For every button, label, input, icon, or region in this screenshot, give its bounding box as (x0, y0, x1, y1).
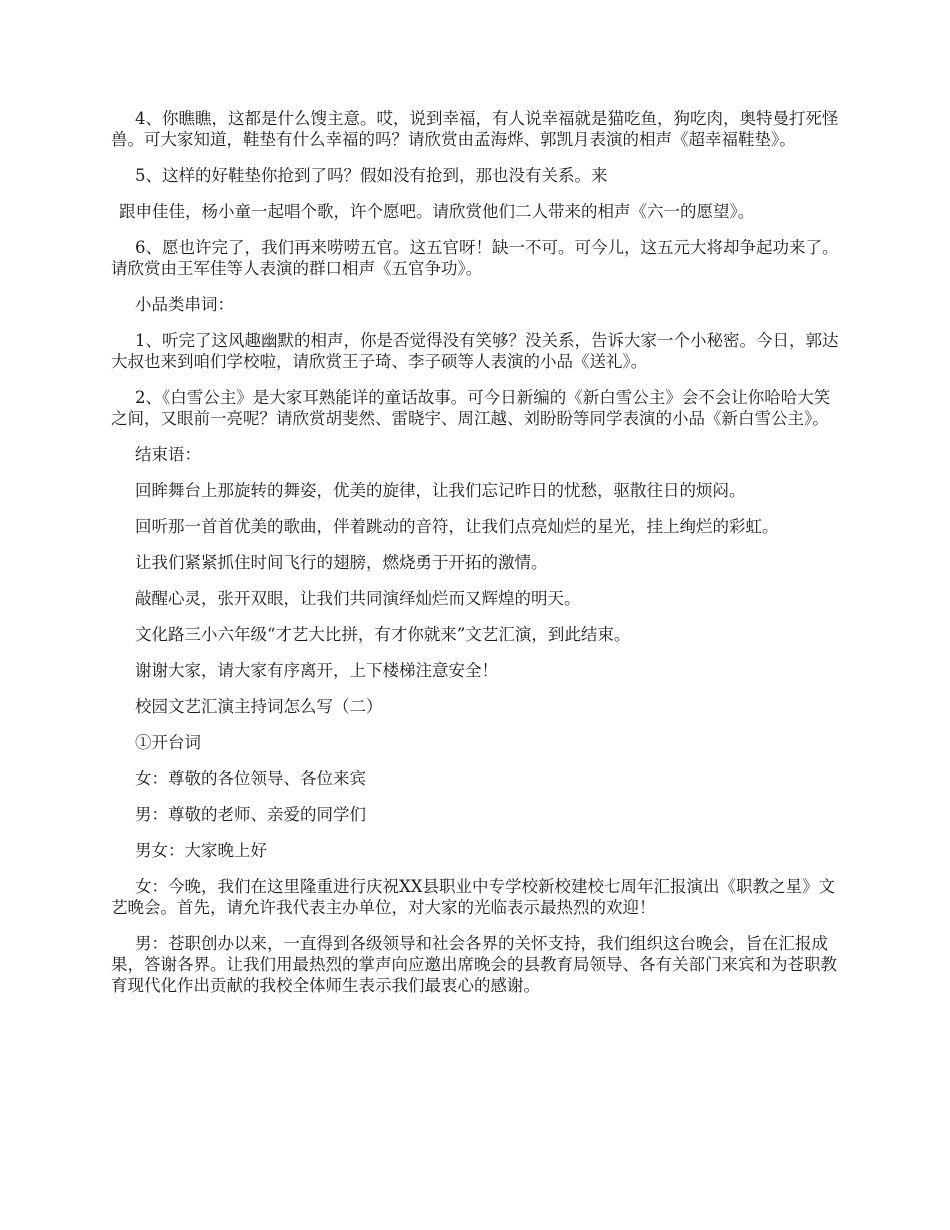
paragraph-closing-2: 回听那一首首优美的歌曲，伴着跳动的音符，让我们点亮灿烂的星光，挂上绚烂的彩虹。 (135, 517, 779, 536)
paragraph-closing-1: 回眸舞台上那旋转的舞姿，优美的旋律，让我们忘记昨日的忧愁，驱散往日的烦闷。 (135, 481, 746, 500)
section-title-part-two: 校园文艺汇演主持词怎么写（二） (135, 697, 383, 716)
dialogue-female-welcome: 女：今晚，我们在这里隆重进行庆祝XX县职业中专学校新校建校七周年汇报演出《职教之星》文艺晚会。首先，请允许我代表主办单位，对大家的光临表示最热烈的欢迎！ (111, 877, 835, 917)
paragraph-skit-1: 1、听完了这风趣幽默的相声，你是否觉得没有笑够？没关系，告诉大家一个小秘密。今日，郭达大叔也来到咱们学校啦，请欣赏王子琦、李子硕等人表演的小品《送礼》。 (111, 331, 839, 371)
dialogue-male-thanks: 男：苍职创办以来，一直得到各级领导和社会各界的关怀支持，我们组织这台晚会，旨在汇报成果，答谢各界。让我们用最热烈的掌声向应邀出席晚会的县教育局领导、各有关部门来宾和为苍职教育现代化作出贡献的我校全体师生表示我们最衷心的感谢。 (111, 934, 837, 995)
paragraph-closing-6: 谢谢大家，请大家有序离开，上下楼梯注意安全！ (135, 661, 498, 680)
section-heading-skits: 小品类串词： (135, 295, 234, 314)
dialogue-female-greeting: 女：尊敬的各位领导、各位来宾 (135, 769, 366, 788)
paragraph-crosstalk-4: 4、你瞧瞧，这都是什么馊主意。哎，说到幸福，有人说幸福就是猫吃鱼，狗吃肉，奥特曼打死怪兽。可大家知道，鞋垫有什么幸福的吗？请欣赏由孟海烨、郭凯月表演的相声《超幸福鞋垫》。 (111, 109, 839, 149)
paragraph-closing-4: 敲醒心灵，张开双眼，让我们共同演绎灿烂而又辉煌的明天。 (135, 589, 581, 608)
dialogue-male-greeting: 男：尊敬的老师、亲爱的同学们 (135, 805, 366, 824)
paragraph-skit-2: 2、《白雪公主》是大家耳熟能详的童话故事。可今日新编的《新白雪公主》会不会让你哈哈大笑之间，又眼前一亮呢？请欣赏胡斐然、雷晓宇、周江越、刘盼盼等同学表演的小品《新白雪公主》。 (111, 388, 831, 428)
paragraph-crosstalk-5-continued: 跟申佳佳，杨小童一起唱个歌，许个愿吧。请欣赏他们二人带来的相声《六一的愿望》。 (119, 202, 755, 221)
section-heading-closing: 结束语： (135, 445, 201, 464)
section-heading-opening: ①开台词 (135, 733, 201, 752)
paragraph-crosstalk-5: 5、这样的好鞋垫你抢到了吗？假如没有抢到，那也没有关系。来 (135, 166, 608, 185)
paragraph-closing-5: 文化路三小六年级“才艺大比拼，有才你就来”文艺汇演，到此结束。 (135, 625, 631, 644)
dialogue-both-greeting: 男女：大家晚上好 (135, 841, 267, 860)
paragraph-closing-3: 让我们紧紧抓住时间飞行的翅膀，燃烧勇于开拓的激情。 (135, 553, 548, 572)
paragraph-crosstalk-6: 6、愿也许完了，我们再来唠唠五官。这五官呀！缺一不可。可今儿，这五元大将却争起功来了。请欣赏由王军佳等人表演的群口相声《五官争功》。 (111, 238, 839, 278)
document-body (111, 108, 841, 1011)
